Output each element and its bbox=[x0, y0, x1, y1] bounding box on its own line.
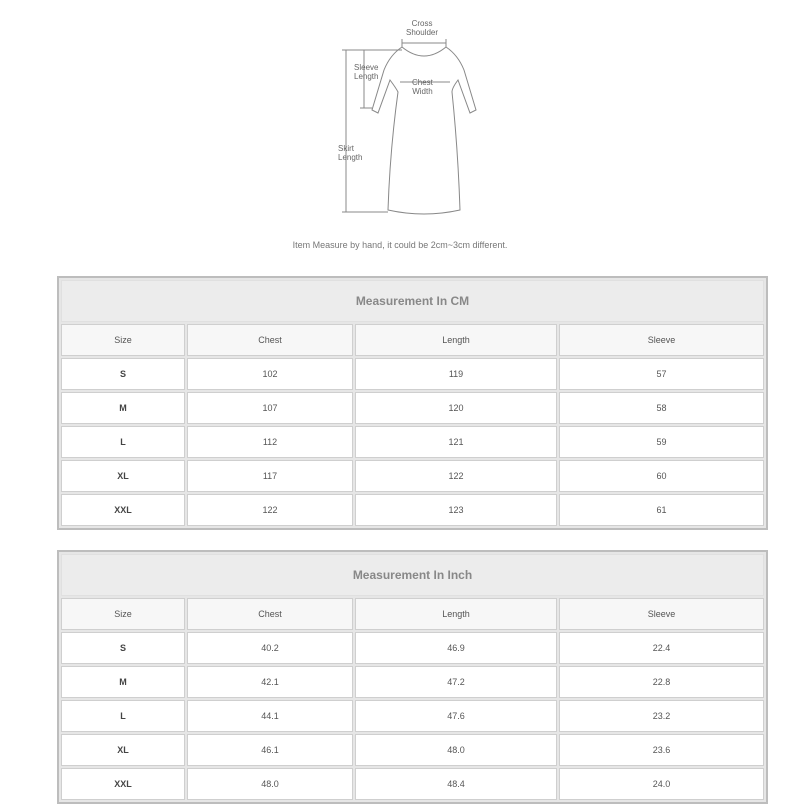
label-line: Length bbox=[354, 72, 379, 81]
size-cell: XXL bbox=[61, 494, 185, 526]
size-cell: XL bbox=[61, 734, 185, 766]
chest-cell: 44.1 bbox=[187, 700, 353, 732]
column-header-length: Length bbox=[355, 598, 557, 630]
length-cell: 46.9 bbox=[355, 632, 557, 664]
size-table-cm bbox=[57, 276, 768, 530]
table-row bbox=[61, 734, 764, 766]
chest-cell: 112 bbox=[187, 426, 353, 458]
label-line: Shoulder bbox=[406, 28, 439, 37]
column-header-sleeve: Sleeve bbox=[559, 598, 764, 630]
sleeve-cell: 23.2 bbox=[559, 700, 764, 732]
sleeve-cell: 24.0 bbox=[559, 768, 764, 800]
column-header-chest: Chest bbox=[187, 598, 353, 630]
length-cell: 122 bbox=[355, 460, 557, 492]
column-header-size: Size bbox=[61, 324, 185, 356]
sleeve-cell: 22.4 bbox=[559, 632, 764, 664]
sleeve-cell: 23.6 bbox=[559, 734, 764, 766]
table-row bbox=[61, 358, 764, 390]
size-cell: XXL bbox=[61, 768, 185, 800]
sleeve-cell: 57 bbox=[559, 358, 764, 390]
table-row bbox=[61, 632, 764, 664]
chest-cell: 102 bbox=[187, 358, 353, 390]
size-cell: XL bbox=[61, 460, 185, 492]
sleeve-length-label bbox=[354, 63, 378, 81]
label-line: Chest bbox=[412, 78, 433, 87]
chest-cell: 46.1 bbox=[187, 734, 353, 766]
size-cell: S bbox=[61, 632, 185, 664]
column-header-length: Length bbox=[355, 324, 557, 356]
chest-cell: 117 bbox=[187, 460, 353, 492]
column-header-size: Size bbox=[61, 598, 185, 630]
table-header-row bbox=[61, 598, 764, 630]
size-cell: M bbox=[61, 666, 185, 698]
sleeve-cell: 61 bbox=[559, 494, 764, 526]
table-row bbox=[61, 426, 764, 458]
length-cell: 47.6 bbox=[355, 700, 557, 732]
length-cell: 47.2 bbox=[355, 666, 557, 698]
chest-width-label bbox=[412, 78, 433, 96]
sleeve-cell: 58 bbox=[559, 392, 764, 424]
table-row bbox=[61, 460, 764, 492]
chest-cell: 42.1 bbox=[187, 666, 353, 698]
dress-outline-icon bbox=[330, 10, 490, 230]
table-title: Measurement In CM bbox=[61, 280, 764, 322]
chest-cell: 107 bbox=[187, 392, 353, 424]
length-cell: 121 bbox=[355, 426, 557, 458]
sleeve-cell: 22.8 bbox=[559, 666, 764, 698]
dress-measurement-diagram bbox=[330, 10, 490, 230]
cross-shoulder-label bbox=[406, 19, 438, 37]
length-cell: 48.4 bbox=[355, 768, 557, 800]
column-header-chest: Chest bbox=[187, 324, 353, 356]
chest-cell: 122 bbox=[187, 494, 353, 526]
column-header-sleeve: Sleeve bbox=[559, 324, 764, 356]
table-row bbox=[61, 392, 764, 424]
table-row bbox=[61, 494, 764, 526]
table-row bbox=[61, 700, 764, 732]
label-line: Width bbox=[412, 87, 433, 96]
table-title: Measurement In Inch bbox=[61, 554, 764, 596]
chest-cell: 40.2 bbox=[187, 632, 353, 664]
skirt-length-label bbox=[338, 144, 362, 162]
size-cell: L bbox=[61, 426, 185, 458]
label-line: Cross bbox=[411, 19, 433, 28]
sleeve-cell: 59 bbox=[559, 426, 764, 458]
label-line: Length bbox=[338, 153, 363, 162]
size-cell: M bbox=[61, 392, 185, 424]
length-cell: 120 bbox=[355, 392, 557, 424]
size-cell: S bbox=[61, 358, 185, 390]
measurement-note: Item Measure by hand, it could be 2cm~3cm different. bbox=[292, 240, 508, 250]
size-table-inch bbox=[57, 550, 768, 804]
table-row bbox=[61, 768, 764, 800]
label-line: Skirt bbox=[338, 144, 354, 153]
length-cell: 119 bbox=[355, 358, 557, 390]
length-cell: 48.0 bbox=[355, 734, 557, 766]
size-cell: L bbox=[61, 700, 185, 732]
sleeve-cell: 60 bbox=[559, 460, 764, 492]
table-header-row bbox=[61, 324, 764, 356]
chest-cell: 48.0 bbox=[187, 768, 353, 800]
table-row bbox=[61, 666, 764, 698]
length-cell: 123 bbox=[355, 494, 557, 526]
label-line: Sleeve bbox=[354, 63, 379, 72]
